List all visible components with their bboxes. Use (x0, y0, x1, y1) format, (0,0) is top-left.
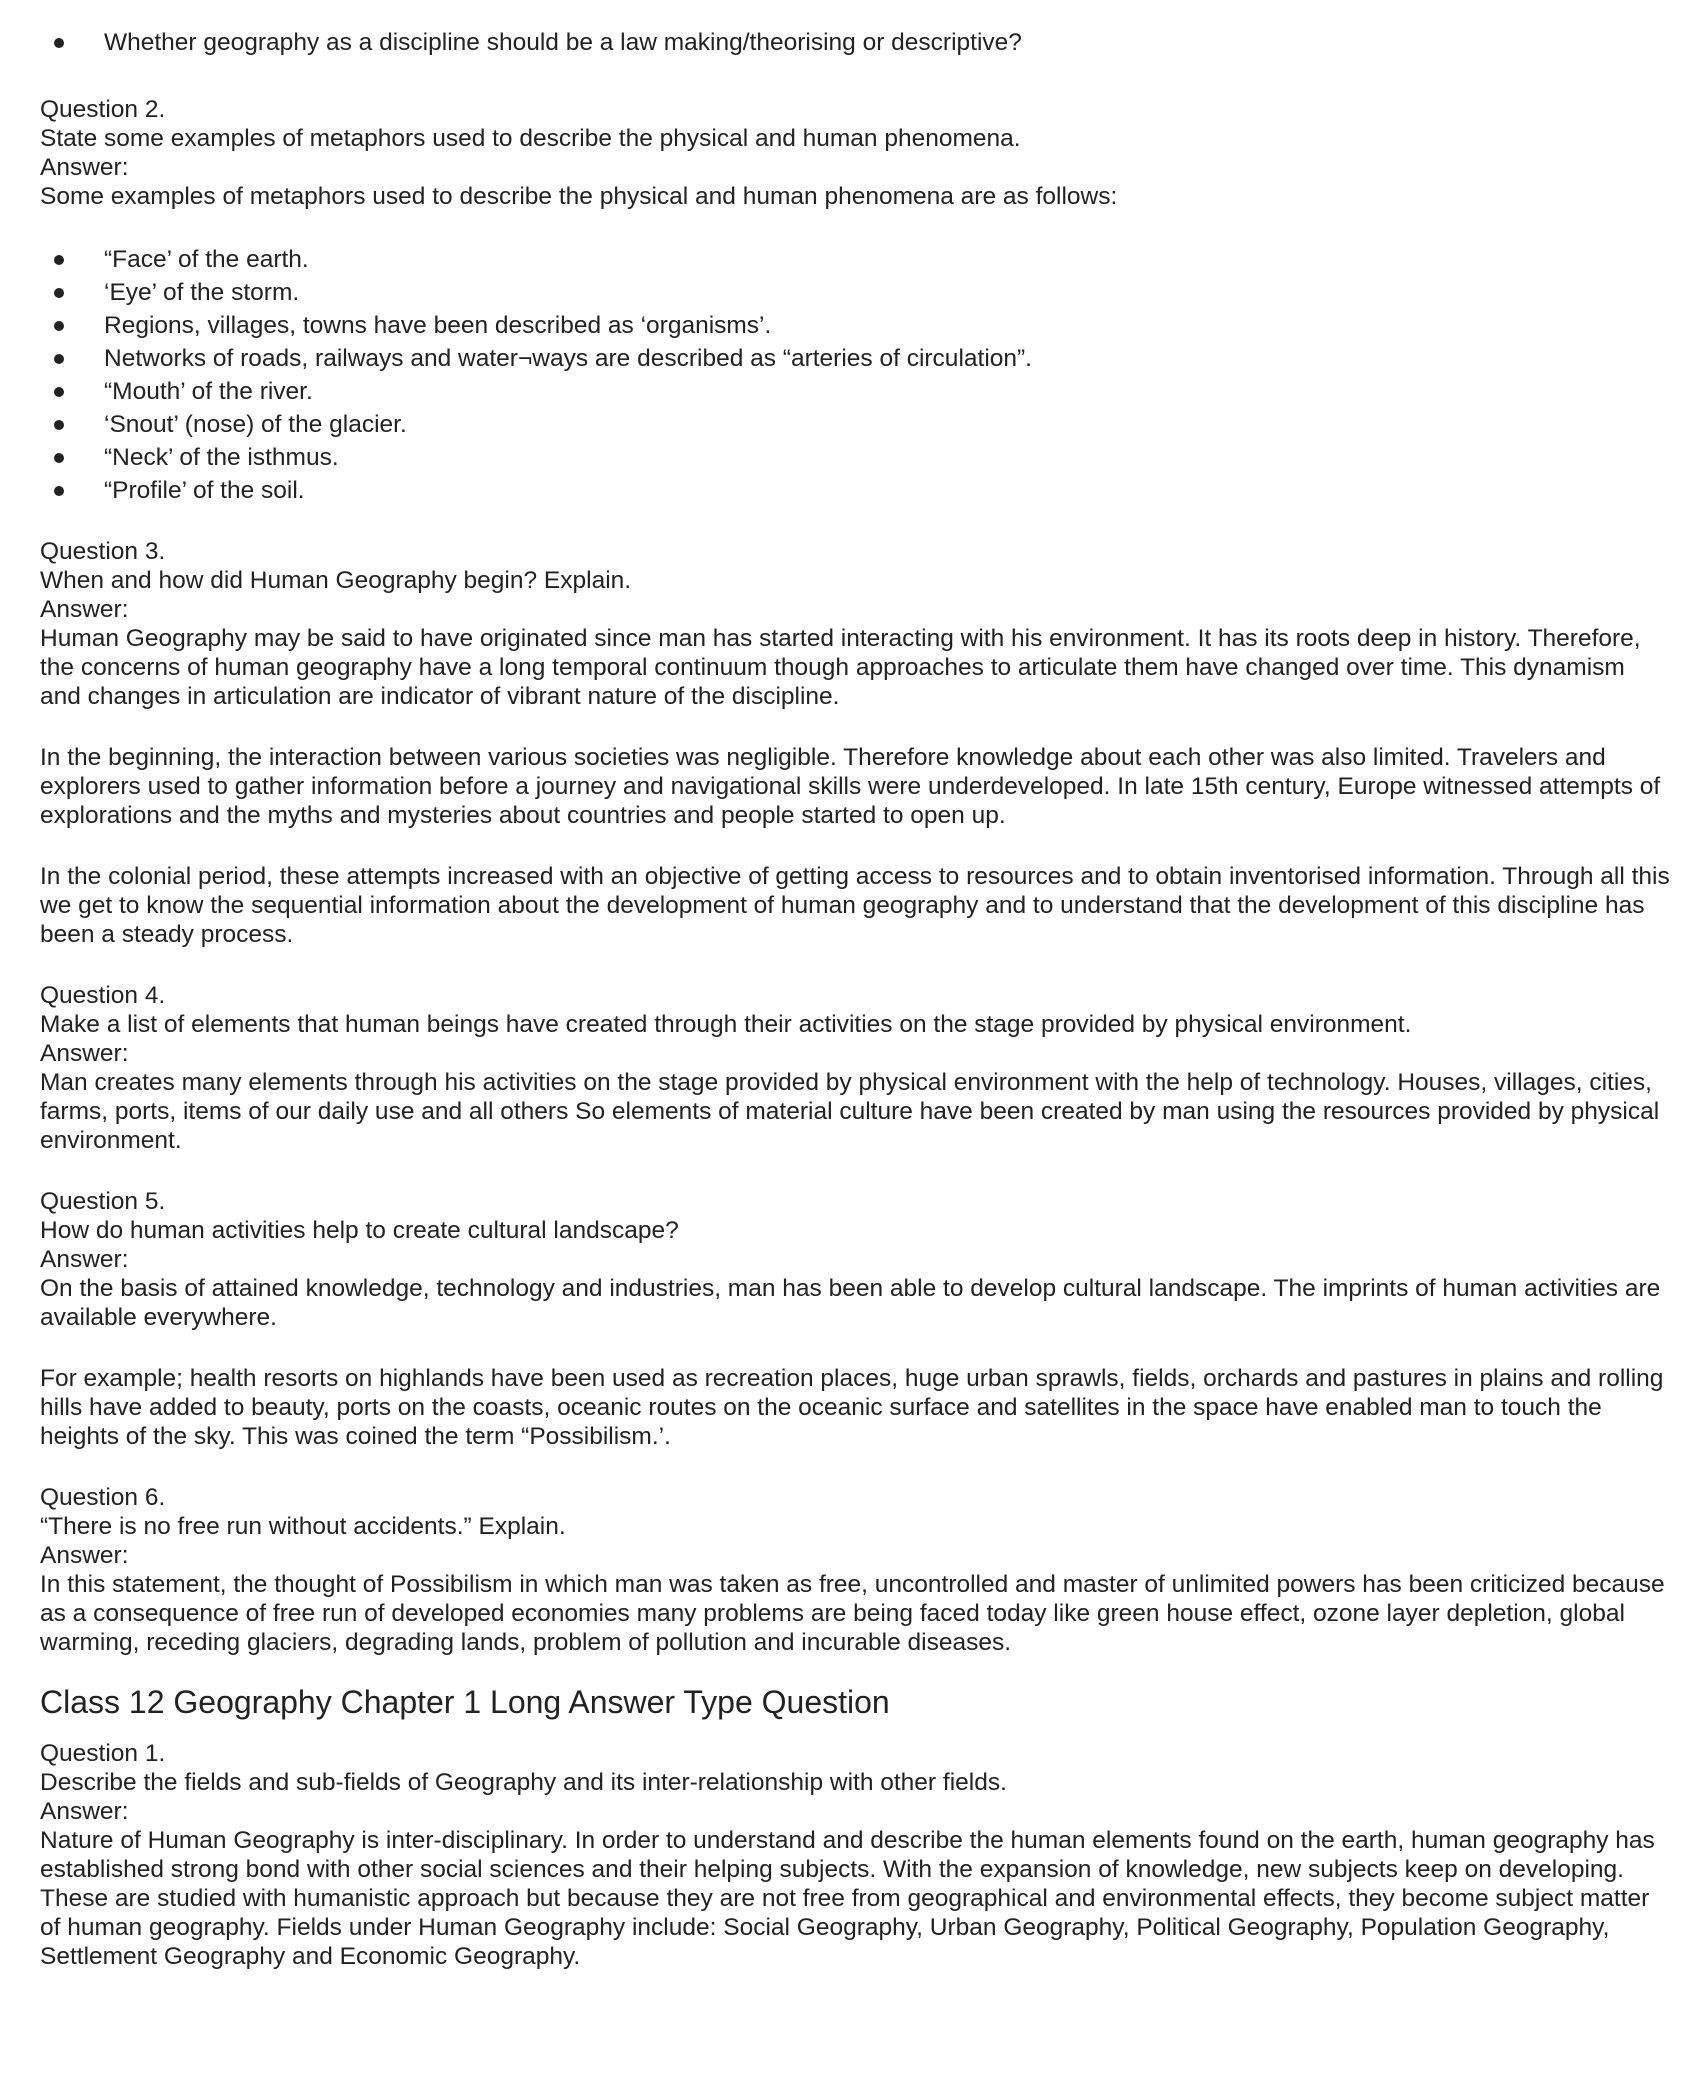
list-item: ‘Eye’ of the storm. (40, 276, 1670, 309)
bullet-icon (54, 354, 64, 364)
answer-label: Answer: (40, 1798, 129, 1825)
question-5-block (40, 1187, 1670, 1451)
answer-paragraph: Nature of Human Geography is inter-disciplinary. In order to understand and describe the human elements found on the earth, human geography has established strong bond with other social sciences and their helping subjects. With the expansion of knowledge, new subjects keep on developing. These are studied with humanistic approach but because they are not free from geographical and environmental effects, they become subject matter of human geography. Fields under Human Geography include: Social Geography, Urban Geography, Political Geography, Population Geography, Settlement Geography and Economic Geography. (40, 1827, 1655, 1970)
list-item: ‘Snout’ (nose) of the glacier. (40, 408, 1670, 441)
question-label: Question 2. (40, 96, 166, 123)
list-item: “Neck’ of the isthmus. (40, 441, 1670, 474)
long-question-1-block (40, 1739, 1670, 1971)
bullet-icon (54, 453, 64, 463)
answer-paragraph: In the colonial period, these attempts increased with an objective of getting access to resources and to obtain inventorised information. Through all this we get to know the sequential information about the development of human geography and to understand that the development of this discipline has been a steady process. (40, 863, 1670, 948)
question-4-block (40, 981, 1670, 1155)
question-text: Describe the fields and sub-fields of Geography and its inter-relationship with other fields. (40, 1769, 1007, 1796)
bullet-icon (54, 255, 64, 265)
question-label: Question 1. (40, 1740, 166, 1767)
document-page (40, 26, 1670, 1971)
answer-paragraph: For example; health resorts on highlands have been used as recreation places, huge urban sprawls, fields, orchards and pastures in plains and rolling hills have added to beauty, ports on the coasts, oceanic routes on the oceanic surface and satellites in the space have enabled man to touch the heights of the sky. This was coined the term “Possibilism.’. (40, 1365, 1664, 1450)
question-label: Question 5. (40, 1188, 166, 1215)
answer-label: Answer: (40, 596, 129, 623)
question-3-block (40, 537, 1670, 949)
question-text: State some examples of metaphors used to describe the physical and human phenomena. (40, 125, 1021, 152)
list-item: “Face’ of the earth. (40, 243, 1670, 276)
bullet-icon (54, 387, 64, 397)
section-heading: Class 12 Geography Chapter 1 Long Answer Type Question (40, 1684, 890, 1720)
bullet-icon (54, 486, 64, 496)
question-text: When and how did Human Geography begin? Explain. (40, 567, 632, 594)
answer-label: Answer: (40, 1542, 129, 1569)
intro-bullet-list (40, 26, 1670, 59)
answer-intro: Some examples of metaphors used to describe the physical and human phenomena are as follows: (40, 183, 1118, 210)
bullet-icon (54, 420, 64, 430)
answer-label: Answer: (40, 154, 129, 181)
question-label: Question 6. (40, 1484, 166, 1511)
answer-paragraph: In this statement, the thought of Possibilism in which man was taken as free, uncontrolled and master of unlimited powers has been criticized because as a consequence of free run of developed economies many problems are being faced today like green house effect, ozone layer depletion, global warming, receding glaciers, degrading lands, problem of pollution and incurable diseases. (40, 1571, 1665, 1656)
list-item: “Profile’ of the soil. (40, 474, 1670, 507)
list-item: Networks of roads, railways and water¬ways are described as “arteries of circulation”. (40, 342, 1670, 375)
answer-label: Answer: (40, 1040, 129, 1067)
metaphor-list (40, 243, 1670, 507)
list-item: “Mouth’ of the river. (40, 375, 1670, 408)
question-label: Question 3. (40, 538, 166, 565)
bullet-icon (54, 38, 64, 48)
bullet-icon (54, 321, 64, 331)
question-text: “There is no free run without accidents.” Explain. (40, 1513, 566, 1540)
question-text: How do human activities help to create cultural landscape? (40, 1217, 679, 1244)
question-2-block (40, 95, 1670, 507)
bullet-icon (54, 288, 64, 298)
question-text: Make a list of elements that human beings have created through their activities on the stage provided by physical environment. (40, 1011, 1412, 1038)
answer-label: Answer: (40, 1246, 129, 1273)
question-label: Question 4. (40, 982, 166, 1009)
list-item: Regions, villages, towns have been described as ‘organisms’. (40, 309, 1670, 342)
list-item: Whether geography as a discipline should be a law making/theorising or descriptive? (40, 26, 1670, 59)
answer-paragraph: Human Geography may be said to have originated since man has started interacting with his environment. It has its roots deep in history. Therefore, the concerns of human geography have a long temporal continuum though approaches to articulate them have changed over time. This dynamism and changes in articulation are indicator of vibrant nature of the discipline. (40, 625, 1641, 710)
answer-paragraph: In the beginning, the interaction between various societies was negligible. Therefore knowledge about each other was also limited. Travelers and explorers used to gather information before a journey and navigational skills were underdeveloped. In late 15th century, Europe witnessed attempts of explorations and the myths and mysteries about countries and people started to open up. (40, 744, 1661, 829)
answer-paragraph: Man creates many elements through his activities on the stage provided by physical environment with the help of technology. Houses, villages, cities, farms, ports, items of our daily use and all others So elements of material culture have been created by man using the resources provided by physical environment. (40, 1069, 1660, 1154)
answer-paragraph: On the basis of attained knowledge, technology and industries, man has been able to develop cultural landscape. The imprints of human activities are available everywhere. (40, 1275, 1661, 1331)
question-6-block (40, 1483, 1670, 1657)
